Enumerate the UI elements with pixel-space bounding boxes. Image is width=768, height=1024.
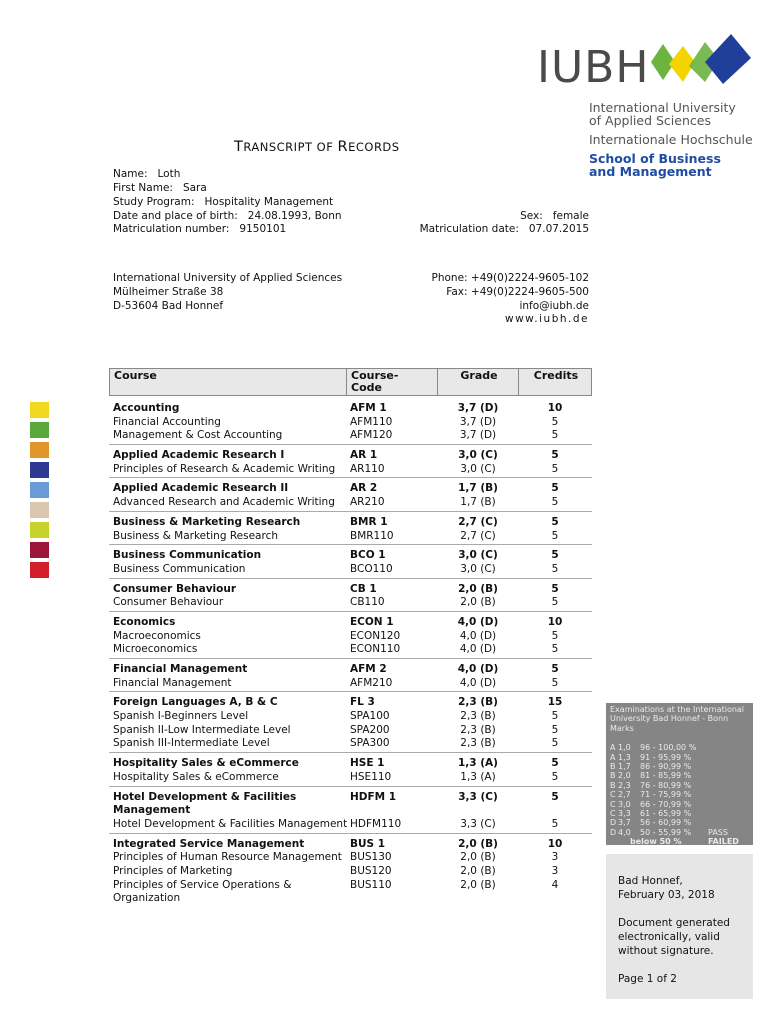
cell-code: BUS120 <box>350 864 392 877</box>
grading-scale-header: Examinations at the International University Bad Honnef - Bonn Marks <box>610 705 745 733</box>
logo-line-1: International University <box>589 100 736 115</box>
cell-credits: 10 <box>547 837 563 850</box>
student-sex-row: Sex: female <box>520 210 589 222</box>
module-row <box>109 757 592 771</box>
contact-web: www.iubh.de <box>505 313 589 325</box>
cell-course: Foreign Languages A, B & C <box>113 696 278 709</box>
color-swatch <box>30 502 49 518</box>
header-divider <box>437 369 438 395</box>
color-swatch <box>30 522 49 538</box>
table-row <box>109 496 592 510</box>
cell-code: AR 1 <box>350 449 378 462</box>
course-group <box>109 402 592 445</box>
grading-scale-row: D 4,0 50 - 55,99 % PASS <box>610 827 728 837</box>
page-title: TRANSCRIPT OF RECORDS <box>234 139 400 155</box>
logo-diamonds-icon <box>649 32 751 88</box>
cell-course: Applied Academic Research II <box>113 482 289 495</box>
cell-grade: 2,0 (B) <box>460 864 496 877</box>
cell-credits: 5 <box>551 449 559 462</box>
cell-course: Spanish III-Intermediate Level <box>113 737 270 750</box>
cell-grade: 2,7 (C) <box>458 515 498 528</box>
cell-credits: 5 <box>551 817 559 830</box>
cell-course: Consumer Behaviour <box>113 582 237 595</box>
cell-course: Principles of Marketing <box>113 864 233 877</box>
cell-grade: 2,0 (B) <box>458 582 498 595</box>
table-row <box>109 737 592 751</box>
cell-code: HDFM 1 <box>350 790 397 803</box>
cell-grade: 2,3 (B) <box>460 737 496 750</box>
header-course-code: Course- Code <box>351 369 399 394</box>
cell-grade: 4,0 (D) <box>459 643 497 656</box>
cell-grade: 4,0 (D) <box>457 615 499 628</box>
table-row <box>109 677 592 691</box>
cell-course: Integrated Service Management <box>113 837 305 850</box>
cell-course: Applied Academic Research I <box>113 449 285 462</box>
module-row <box>109 449 592 463</box>
cell-course: Principles of Human Resource Management <box>113 851 342 864</box>
course-group <box>109 663 592 692</box>
note-page-number: Page 1 of 2 <box>618 973 677 985</box>
cell-code: HDFM110 <box>350 817 402 830</box>
cell-code: BUS 1 <box>350 837 386 850</box>
cell-code: AFM210 <box>350 676 393 689</box>
grading-scale-row: C 3,0 66 - 70,99 % <box>610 799 692 809</box>
cell-course: Financial Management <box>113 663 248 675</box>
table-row <box>109 818 592 832</box>
cell-credits: 5 <box>551 462 559 475</box>
cell-code: CB110 <box>350 596 385 609</box>
cell-course: Hospitality Sales & eCommerce <box>113 770 279 783</box>
header-divider <box>346 369 347 395</box>
cell-course: Principles of Research & Academic Writing <box>113 462 336 475</box>
cell-credits: 5 <box>551 737 559 750</box>
table-header <box>109 368 592 396</box>
grading-fail-row: below 50 % FAILED <box>630 837 739 847</box>
cell-code: AR210 <box>350 496 385 509</box>
module-row <box>109 696 592 710</box>
address-line-3: D-53604 Bad Honnef <box>113 300 224 312</box>
cell-code: AFM110 <box>350 415 393 428</box>
cell-course: Business Communication <box>113 549 262 562</box>
cell-code: AR110 <box>350 462 385 475</box>
cell-grade: 3,3 (C) <box>458 790 498 803</box>
module-row <box>109 838 592 852</box>
cell-credits: 15 <box>547 696 563 709</box>
cell-course: Macroeconomics <box>113 629 201 642</box>
contact-email: info@iubh.de <box>519 300 589 312</box>
note-generated: Document generated electronically, valid without signature. <box>618 917 730 957</box>
color-swatch <box>30 542 49 558</box>
course-group <box>109 449 592 478</box>
cell-code: SPA100 <box>350 710 390 723</box>
cell-course: Accounting <box>113 402 180 414</box>
cell-course: Business Communication <box>113 562 246 575</box>
cell-code: AR 2 <box>350 482 378 495</box>
cell-code: HSE 1 <box>350 757 385 770</box>
student-program-row: Study Program: Hospitality Management <box>113 196 334 208</box>
cell-credits: 10 <box>547 402 563 414</box>
course-group <box>109 757 592 786</box>
student-name-row: Name: Loth <box>113 168 181 180</box>
cell-grade: 3,7 (D) <box>459 415 497 428</box>
cell-credits: 5 <box>551 629 559 642</box>
cell-credits: 5 <box>551 415 559 428</box>
table-row <box>109 771 592 785</box>
cell-course: Microeconomics <box>113 643 198 656</box>
note-place-date: Bad Honnef, February 03, 2018 <box>618 875 715 901</box>
cell-code: ECON120 <box>350 629 401 642</box>
cell-credits: 3 <box>551 864 559 877</box>
table-row <box>109 851 592 865</box>
logo-wordmark: IUBH <box>537 42 650 93</box>
cell-code: AFM 2 <box>350 663 387 675</box>
table-row <box>109 865 592 879</box>
student-firstname-row: First Name: Sara <box>113 182 207 194</box>
cell-course: Principles of Service Operations & Organization <box>113 878 292 905</box>
color-swatch <box>30 482 49 498</box>
color-swatch <box>30 462 49 478</box>
table-row <box>109 724 592 738</box>
cell-grade: 1,7 (B) <box>460 496 496 509</box>
cell-credits: 5 <box>551 429 559 442</box>
module-row <box>109 616 592 630</box>
cell-grade: 4,0 (D) <box>459 676 497 689</box>
cell-grade: 3,0 (C) <box>460 562 496 575</box>
cell-credits: 3 <box>551 851 559 864</box>
header-grade: Grade <box>460 369 498 382</box>
cell-course: Hospitality Sales & eCommerce <box>113 757 299 770</box>
cell-course: Management & Cost Accounting <box>113 429 283 442</box>
cell-credits: 5 <box>551 582 559 595</box>
cell-code: BMR110 <box>350 529 394 542</box>
grading-scale-row: A 1,3 91 - 95,99 % <box>610 752 692 762</box>
cell-credits: 5 <box>551 663 559 675</box>
module-row <box>109 402 592 416</box>
cell-credits: 5 <box>551 676 559 689</box>
module-row <box>109 663 592 677</box>
cell-grade: 2,3 (B) <box>460 723 496 736</box>
grading-scale-row: D 3,7 56 - 60,99 % <box>610 818 692 828</box>
table-row <box>109 630 592 644</box>
cell-grade: 2,3 (B) <box>460 710 496 723</box>
cell-credits: 10 <box>547 615 563 628</box>
course-group <box>109 549 592 578</box>
grading-scale-rows <box>610 743 749 837</box>
cell-code: BUS130 <box>350 851 392 864</box>
table-row <box>109 596 592 610</box>
cell-grade: 3,0 (C) <box>458 549 498 562</box>
table-row <box>109 530 592 544</box>
table-row <box>109 416 592 430</box>
cell-course: Consumer Behaviour <box>113 596 224 609</box>
cell-credits: 5 <box>551 529 559 542</box>
transcript-table <box>109 368 592 911</box>
cell-course: Hotel Development & Facilities Management <box>113 790 297 817</box>
cell-credits: 5 <box>551 549 559 562</box>
table-body <box>109 402 592 907</box>
cell-credits: 5 <box>551 723 559 736</box>
table-row <box>109 710 592 724</box>
color-swatch <box>30 422 49 438</box>
cell-code: SPA300 <box>350 737 390 750</box>
cell-grade: 2,3 (B) <box>458 696 498 709</box>
cell-credits: 5 <box>551 562 559 575</box>
grading-scale-box <box>606 703 753 845</box>
course-group <box>109 482 592 511</box>
cell-grade: 2,0 (B) <box>458 837 498 850</box>
module-row <box>109 549 592 563</box>
cell-code: SPA200 <box>350 723 390 736</box>
grading-scale-row: B 1,7 86 - 90,99 % <box>610 762 692 771</box>
cell-code: BUS110 <box>350 878 392 891</box>
module-row <box>109 791 592 818</box>
cell-grade: 1,3 (A) <box>458 757 498 770</box>
grading-scale-row: C 2,7 71 - 75,99 % <box>610 790 692 800</box>
table-row <box>109 429 592 443</box>
document-note-box <box>606 854 753 999</box>
cell-grade: 3,0 (C) <box>460 462 496 475</box>
cell-grade: 3,3 (C) <box>460 817 496 830</box>
cell-course: Financial Management <box>113 676 232 689</box>
cell-code: AFM120 <box>350 429 393 442</box>
cell-code: HSE110 <box>350 770 392 783</box>
table-row <box>109 563 592 577</box>
cell-code: AFM 1 <box>350 402 387 414</box>
iubh-logo <box>537 32 752 182</box>
module-row <box>109 482 592 496</box>
logo-line-4: School of Business <box>589 151 721 166</box>
cell-code: ECON 1 <box>350 615 394 628</box>
cell-credits: 5 <box>551 596 559 609</box>
course-group <box>109 616 592 659</box>
header-course: Course <box>114 369 157 382</box>
student-matric-row: Matriculation number: 9150101 <box>113 223 287 235</box>
logo-line-2: of Applied Sciences <box>589 113 711 128</box>
cell-grade: 2,7 (C) <box>460 529 496 542</box>
cell-grade: 2,0 (B) <box>460 878 496 891</box>
cell-code: CB 1 <box>350 582 377 595</box>
cell-credits: 5 <box>551 482 559 495</box>
cell-code: BCO 1 <box>350 549 386 562</box>
table-row <box>109 463 592 477</box>
cell-code: FL 3 <box>350 696 375 709</box>
cell-credits: 5 <box>551 496 559 509</box>
cell-credits: 5 <box>551 790 559 803</box>
student-mdate-row: Matriculation date: 07.07.2015 <box>419 223 589 235</box>
course-group <box>109 516 592 545</box>
cell-code: BCO110 <box>350 562 393 575</box>
module-row <box>109 516 592 530</box>
contact-fax: Fax: +49(0)2224-9605-500 <box>446 286 589 298</box>
grading-scale-row: B 2,3 76 - 80,99 % <box>610 780 692 790</box>
address-line-2: Mülheimer Straße 38 <box>113 286 224 298</box>
cell-credits: 5 <box>551 710 559 723</box>
cell-grade: 4,0 (D) <box>459 629 497 642</box>
cell-grade: 3,7 (D) <box>457 402 499 414</box>
grading-scale-row: B 2,0 81 - 85,99 % <box>610 771 692 781</box>
color-swatch <box>30 562 49 578</box>
cell-code: ECON110 <box>350 643 401 656</box>
table-row <box>109 643 592 657</box>
logo-line-5: and Management <box>589 164 712 179</box>
cell-grade: 2,0 (B) <box>460 596 496 609</box>
cell-credits: 5 <box>551 770 559 783</box>
cell-course: Financial Accounting <box>113 415 221 428</box>
cell-course: Spanish I-Beginners Level <box>113 710 249 723</box>
grading-scale-row: C 3,3 61 - 65,99 % <box>610 808 692 818</box>
cell-credits: 5 <box>551 643 559 656</box>
address-line-1: International University of Applied Sciences <box>113 272 343 284</box>
cell-course: Advanced Research and Academic Writing <box>113 496 335 509</box>
student-birth-row: Date and place of birth: 24.08.1993, Bonn <box>113 210 342 222</box>
cell-credits: 4 <box>551 878 559 891</box>
contact-phone: Phone: +49(0)2224-9605-102 <box>431 272 589 284</box>
cell-course: Spanish II-Low Intermediate Level <box>113 723 291 736</box>
table-row <box>109 879 592 906</box>
cell-code: BMR 1 <box>350 515 388 528</box>
cell-course: Hotel Development & Facilities Management <box>113 817 348 830</box>
cell-grade: 3,7 (D) <box>459 429 497 442</box>
cell-course: Business & Marketing Research <box>113 515 301 528</box>
cell-credits: 5 <box>551 757 559 770</box>
logo-line-3: Internationale Hochschule <box>589 132 753 147</box>
course-group <box>109 791 592 834</box>
cell-grade: 4,0 (D) <box>457 663 499 675</box>
color-swatch <box>30 442 49 458</box>
cell-course: Economics <box>113 615 176 628</box>
course-group <box>109 696 592 753</box>
color-swatch <box>30 402 49 418</box>
cell-grade: 1,7 (B) <box>458 482 498 495</box>
grading-scale-row: A 1,0 96 - 100,00 % <box>610 743 697 753</box>
cell-course: Business & Marketing Research <box>113 529 278 542</box>
cell-grade: 3,0 (C) <box>458 449 498 462</box>
course-group <box>109 838 592 907</box>
course-group <box>109 583 592 612</box>
module-row <box>109 583 592 597</box>
header-divider <box>518 369 519 395</box>
cell-credits: 5 <box>551 515 559 528</box>
cell-grade: 2,0 (B) <box>460 851 496 864</box>
cell-grade: 1,3 (A) <box>460 770 496 783</box>
header-credits: Credits <box>533 369 579 382</box>
